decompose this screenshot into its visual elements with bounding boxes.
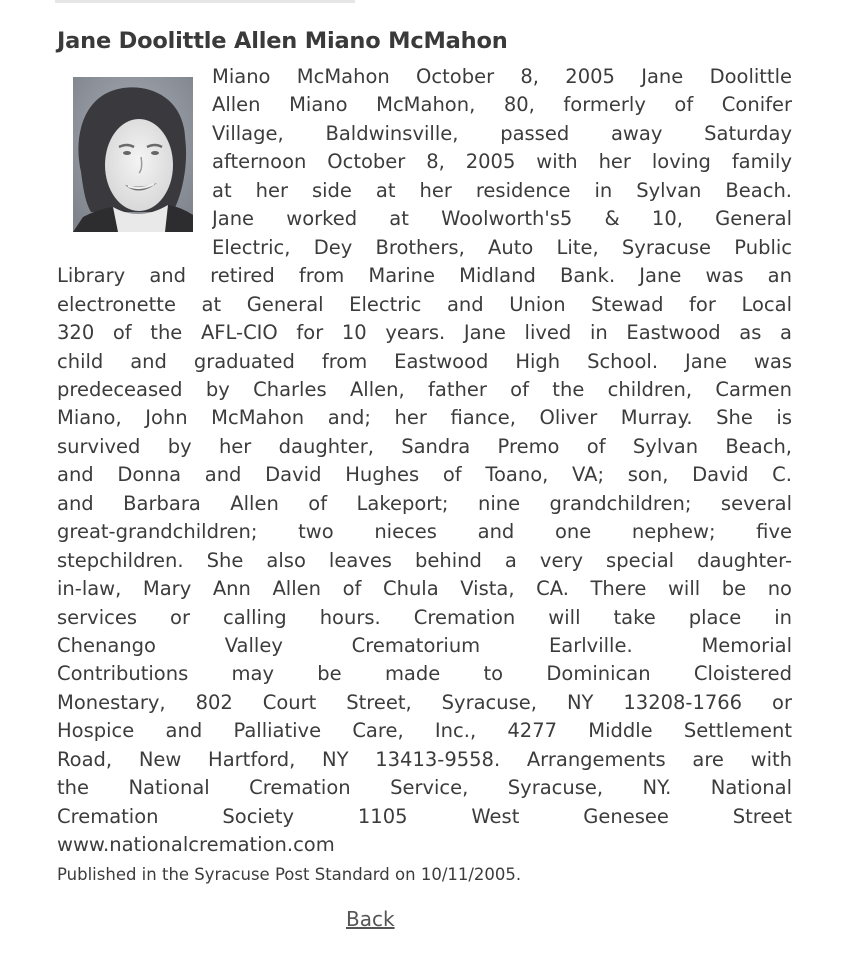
body-line: 320 of the AFL-CIO for 10 years. Jane lived in Eastwood as a (57, 321, 792, 344)
body-line: Contributions may be made to Dominican Cloistered (57, 662, 792, 685)
body-line: and Donna and David Hughes of Toano, VA; son, David C. (57, 463, 792, 486)
body-line: Hospice and Palliative Care, Inc., 4277 Middle Settlement (57, 719, 792, 742)
body-line: great-grandchildren; two nieces and one nephew; five (57, 520, 792, 543)
body-line: Cremation Society 1105 West Genesee Street (57, 805, 792, 828)
body-line: Monestary, 802 Court Street, Syracuse, NY 13208-1766 or (57, 691, 792, 714)
body-line: Allen Miano McMahon, 80, formerly of Conifer (212, 93, 792, 116)
body-line: survived by her daughter, Sandra Premo of Sylvan Beach, (57, 435, 792, 458)
body-line: at her side at her residence in Sylvan Beach. (212, 179, 792, 202)
body-line: afternoon October 8, 2005 with her loving family (212, 150, 792, 173)
body-line: Miano, John McMahon and; her fiance, Oliver Murray. She is (57, 406, 792, 429)
body-line: Jane worked at Woolworth's5 & 10, General (212, 207, 792, 230)
body-line: child and graduated from Eastwood High School. Jane was (57, 350, 792, 373)
body-line: Chenango Valley Crematorium Earlville. Memorial (57, 634, 792, 657)
body-line: predeceased by Charles Allen, father of the children, Carmen (57, 378, 792, 401)
body-line: www.nationalcremation.com (57, 833, 335, 856)
body-line: Village, Baldwinsville, passed away Saturday (212, 122, 792, 145)
body-line: Library and retired from Marine Midland Bank. Jane was an (57, 264, 792, 287)
body-line: Miano McMahon October 8, 2005 Jane Doolittle (212, 65, 792, 88)
publication-note: Published in the Syracuse Post Standard on 10/11/2005. (57, 865, 522, 884)
body-line: electronette at General Electric and Union Stewad for Local (57, 293, 792, 316)
obituary-title: Jane Doolittle Allen Miano McMahon (57, 28, 508, 54)
body-line: Electric, Dey Brothers, Auto Lite, Syracuse Public (212, 236, 792, 259)
top-divider (55, 0, 355, 3)
back-link[interactable]: Back (346, 907, 395, 931)
body-line: stepchildren. She also leaves behind a very special daughter- (57, 549, 792, 572)
body-line: the National Cremation Service, Syracuse, NY. National (57, 776, 792, 799)
body-line: Road, New Hartford, NY 13413-9558. Arrangements are with (57, 748, 792, 771)
body-line: in-law, Mary Ann Allen of Chula Vista, CA. There will be no (57, 577, 792, 600)
portrait-image (73, 77, 193, 232)
body-line: and Barbara Allen of Lakeport; nine grandchildren; several (57, 492, 792, 515)
portrait-photo (73, 77, 193, 232)
body-line: services or calling hours. Cremation will take place in (57, 606, 792, 629)
